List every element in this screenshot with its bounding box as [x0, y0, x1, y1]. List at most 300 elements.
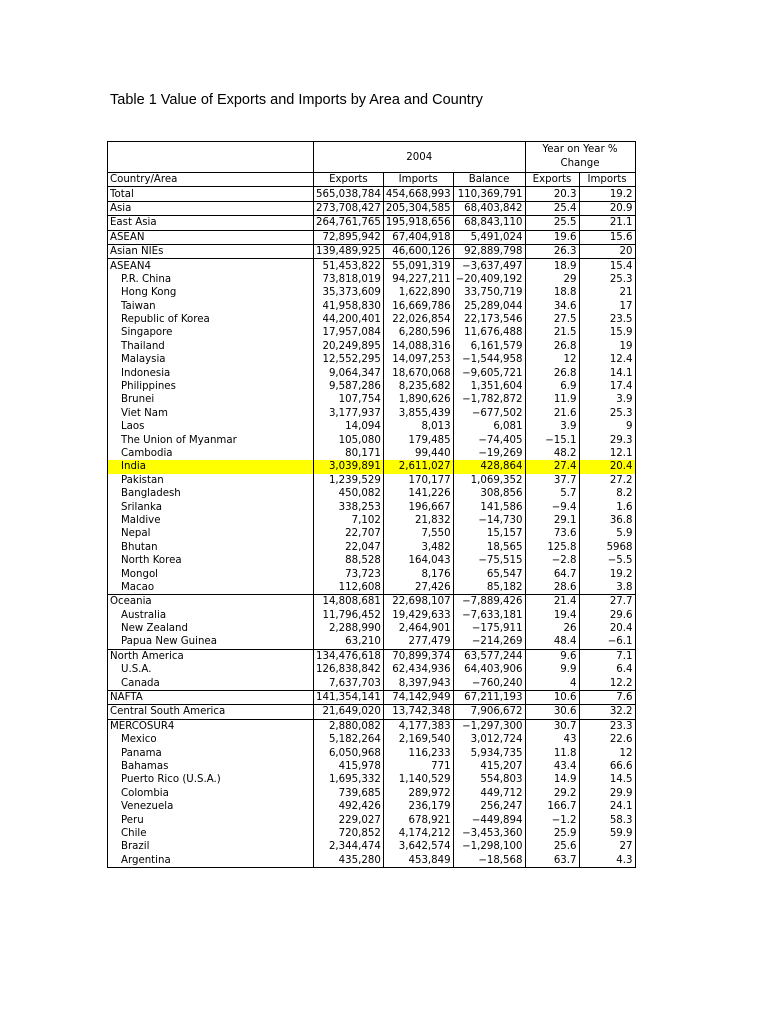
table-row [108, 447, 636, 460]
row-label: MERCOSUR4 [108, 719, 314, 733]
cell-yoy-imports: 66.6 [579, 760, 635, 773]
cell-yoy-imports: 20.4 [579, 460, 635, 473]
table-row [108, 527, 636, 540]
cell-yoy-imports: 5968 [579, 541, 635, 554]
cell-balance: 428,864 [453, 460, 525, 473]
cell-yoy-imports: 17.4 [579, 380, 635, 393]
cell-balance: 1,069,352 [453, 474, 525, 487]
yoy-imports-header: Imports [579, 173, 635, 187]
table-row [108, 800, 636, 813]
table-row [108, 433, 636, 446]
cell-balance: −74,405 [453, 433, 525, 446]
table-row [108, 216, 636, 230]
cell-balance: 67,211,193 [453, 690, 525, 704]
cell-balance: 22,173,546 [453, 313, 525, 326]
row-label: P.R. China [108, 273, 314, 286]
cell-yoy-imports: 24.1 [579, 800, 635, 813]
table-row [108, 340, 636, 353]
table-row [108, 760, 636, 773]
cell-imports: 7,550 [383, 527, 453, 540]
cell-balance: −7,889,426 [453, 595, 525, 609]
row-label: Mexico [108, 733, 314, 746]
header-row-sub [108, 173, 636, 187]
year-header: 2004 [314, 142, 526, 173]
cell-exports: 1,695,332 [314, 773, 384, 786]
cell-yoy-exports: 26.3 [525, 244, 579, 258]
cell-yoy-exports: 21.5 [525, 326, 579, 339]
table-row [108, 609, 636, 622]
cell-yoy-imports: 9 [579, 420, 635, 433]
cell-yoy-exports: 6.9 [525, 380, 579, 393]
cell-imports: 195,918,656 [383, 216, 453, 230]
cell-yoy-imports: 25.3 [579, 273, 635, 286]
cell-imports: 678,921 [383, 813, 453, 826]
cell-yoy-exports: 19.4 [525, 609, 579, 622]
cell-yoy-imports: 19.2 [579, 187, 635, 201]
cell-imports: 453,849 [383, 854, 453, 868]
cell-yoy-imports: 27.7 [579, 595, 635, 609]
table-row [108, 300, 636, 313]
cell-imports: 70,899,374 [383, 649, 453, 663]
row-label: North America [108, 649, 314, 663]
exports-header: Exports [314, 173, 384, 187]
row-label: Cambodia [108, 447, 314, 460]
cell-yoy-imports: 12.2 [579, 676, 635, 690]
row-label: Oceania [108, 595, 314, 609]
cell-yoy-exports: 166.7 [525, 800, 579, 813]
cell-imports: 8,013 [383, 420, 453, 433]
cell-exports: 9,064,347 [314, 366, 384, 379]
cell-balance: −3,637,497 [453, 259, 525, 273]
row-label: Philippines [108, 380, 314, 393]
cell-imports: 2,611,027 [383, 460, 453, 473]
row-label: Bangladesh [108, 487, 314, 500]
cell-yoy-exports: 48.4 [525, 635, 579, 649]
cell-balance: −3,453,360 [453, 827, 525, 840]
cell-imports: 179,485 [383, 433, 453, 446]
table-row [108, 230, 636, 244]
cell-exports: 3,177,937 [314, 407, 384, 420]
cell-yoy-imports: 7.6 [579, 690, 635, 704]
cell-yoy-imports: 15.6 [579, 230, 635, 244]
table-row [108, 259, 636, 273]
cell-exports: 273,708,427 [314, 201, 384, 215]
balance-header: Balance [453, 173, 525, 187]
cell-imports: 3,855,439 [383, 407, 453, 420]
cell-exports: 73,723 [314, 567, 384, 580]
cell-yoy-imports: 29.9 [579, 787, 635, 800]
cell-exports: 435,280 [314, 854, 384, 868]
row-label: East Asia [108, 216, 314, 230]
cell-exports: 3,039,891 [314, 460, 384, 473]
row-label: U.S.A. [108, 663, 314, 676]
table-row [108, 733, 636, 746]
cell-exports: 51,453,822 [314, 259, 384, 273]
cell-exports: 88,528 [314, 554, 384, 567]
cell-exports: 5,182,264 [314, 733, 384, 746]
yoy-exports-header: Exports [525, 173, 579, 187]
cell-yoy-exports: 29.2 [525, 787, 579, 800]
cell-imports: 116,233 [383, 746, 453, 759]
cell-yoy-exports: 21.4 [525, 595, 579, 609]
cell-imports: 8,397,943 [383, 676, 453, 690]
cell-yoy-exports: 18.9 [525, 259, 579, 273]
row-label: Puerto Rico (U.S.A.) [108, 773, 314, 786]
country-area-header: Country/Area [108, 173, 314, 187]
table-row [108, 663, 636, 676]
cell-balance: −214,269 [453, 635, 525, 649]
cell-balance: 33,750,719 [453, 286, 525, 299]
row-label: NAFTA [108, 690, 314, 704]
cell-balance: −1,297,300 [453, 719, 525, 733]
cell-imports: 62,434,936 [383, 663, 453, 676]
cell-exports: 17,957,084 [314, 326, 384, 339]
cell-exports: 2,288,990 [314, 622, 384, 635]
cell-exports: 14,094 [314, 420, 384, 433]
cell-balance: 5,491,024 [453, 230, 525, 244]
cell-balance: 68,843,110 [453, 216, 525, 230]
row-label: Maldive [108, 514, 314, 527]
cell-balance: −760,240 [453, 676, 525, 690]
row-label: Argentina [108, 854, 314, 868]
cell-exports: 2,344,474 [314, 840, 384, 853]
cell-exports: 80,171 [314, 447, 384, 460]
cell-imports: 74,142,949 [383, 690, 453, 704]
cell-yoy-imports: 32.2 [579, 705, 635, 719]
cell-yoy-exports: 27.5 [525, 313, 579, 326]
cell-imports: 1,622,890 [383, 286, 453, 299]
cell-yoy-exports: 3.9 [525, 420, 579, 433]
table-row [108, 407, 636, 420]
cell-yoy-exports: −2.8 [525, 554, 579, 567]
cell-exports: 44,200,401 [314, 313, 384, 326]
row-label: Brunei [108, 393, 314, 406]
row-label: Malaysia [108, 353, 314, 366]
cell-yoy-imports: 6.4 [579, 663, 635, 676]
cell-yoy-exports: 26 [525, 622, 579, 635]
cell-exports: 11,796,452 [314, 609, 384, 622]
table-row [108, 635, 636, 649]
cell-imports: 67,404,918 [383, 230, 453, 244]
cell-balance: 63,577,244 [453, 649, 525, 663]
table-row [108, 719, 636, 733]
row-label: Singapore [108, 326, 314, 339]
cell-imports: 6,280,596 [383, 326, 453, 339]
cell-yoy-imports: 23.3 [579, 719, 635, 733]
cell-yoy-imports: 15.9 [579, 326, 635, 339]
row-label: Hong Kong [108, 286, 314, 299]
cell-exports: 7,637,703 [314, 676, 384, 690]
row-label: Total [108, 187, 314, 201]
table-row [108, 244, 636, 258]
cell-balance: 449,712 [453, 787, 525, 800]
cell-balance: 15,157 [453, 527, 525, 540]
cell-yoy-imports: 15.4 [579, 259, 635, 273]
cell-yoy-imports: 20.4 [579, 622, 635, 635]
cell-imports: 196,667 [383, 500, 453, 513]
cell-imports: 14,088,316 [383, 340, 453, 353]
cell-imports: 3,642,574 [383, 840, 453, 853]
cell-balance: −175,911 [453, 622, 525, 635]
cell-yoy-exports: −9.4 [525, 500, 579, 513]
cell-balance: −14,730 [453, 514, 525, 527]
table-row [108, 567, 636, 580]
cell-balance: 308,856 [453, 487, 525, 500]
cell-yoy-imports: 3.8 [579, 581, 635, 595]
row-label: North Korea [108, 554, 314, 567]
cell-balance: 65,547 [453, 567, 525, 580]
cell-yoy-exports: 30.6 [525, 705, 579, 719]
cell-exports: 7,102 [314, 514, 384, 527]
cell-balance: 68,403,842 [453, 201, 525, 215]
cell-imports: 141,226 [383, 487, 453, 500]
table-row [108, 393, 636, 406]
cell-exports: 9,587,286 [314, 380, 384, 393]
cell-imports: 55,091,319 [383, 259, 453, 273]
cell-imports: 236,179 [383, 800, 453, 813]
cell-balance: −677,502 [453, 407, 525, 420]
row-label: Asian NIEs [108, 244, 314, 258]
cell-balance: −1,298,100 [453, 840, 525, 853]
cell-yoy-imports: 21 [579, 286, 635, 299]
row-label: Chile [108, 827, 314, 840]
cell-exports: 450,082 [314, 487, 384, 500]
cell-imports: 4,177,383 [383, 719, 453, 733]
cell-yoy-imports: 27 [579, 840, 635, 853]
row-label: The Union of Myanmar [108, 433, 314, 446]
table-row [108, 286, 636, 299]
cell-balance: 3,012,724 [453, 733, 525, 746]
cell-yoy-exports: 25.4 [525, 201, 579, 215]
row-label: Macao [108, 581, 314, 595]
cell-exports: 2,880,082 [314, 719, 384, 733]
cell-yoy-exports: 14.9 [525, 773, 579, 786]
imports-header: Imports [383, 173, 453, 187]
cell-balance: −75,515 [453, 554, 525, 567]
table-row [108, 201, 636, 215]
cell-yoy-exports: 29.1 [525, 514, 579, 527]
table-row [108, 353, 636, 366]
table-row [108, 273, 636, 286]
table-row [108, 366, 636, 379]
cell-imports: 14,097,253 [383, 353, 453, 366]
cell-exports: 112,608 [314, 581, 384, 595]
cell-imports: 205,304,585 [383, 201, 453, 215]
cell-imports: 46,600,126 [383, 244, 453, 258]
cell-yoy-imports: 29.3 [579, 433, 635, 446]
cell-yoy-exports: 73.6 [525, 527, 579, 540]
row-label: India [108, 460, 314, 473]
table-row [108, 690, 636, 704]
row-label: Canada [108, 676, 314, 690]
cell-yoy-exports: 64.7 [525, 567, 579, 580]
cell-yoy-imports: 5.9 [579, 527, 635, 540]
cell-yoy-exports: 125.8 [525, 541, 579, 554]
cell-yoy-imports: 20 [579, 244, 635, 258]
cell-yoy-imports: 8.2 [579, 487, 635, 500]
row-label: Brazil [108, 840, 314, 853]
cell-imports: 1,890,626 [383, 393, 453, 406]
row-label: Republic of Korea [108, 313, 314, 326]
cell-exports: 720,852 [314, 827, 384, 840]
cell-yoy-imports: 19.2 [579, 567, 635, 580]
cell-balance: −18,568 [453, 854, 525, 868]
cell-exports: 22,707 [314, 527, 384, 540]
cell-yoy-imports: 12 [579, 746, 635, 759]
cell-imports: 18,670,068 [383, 366, 453, 379]
cell-exports: 338,253 [314, 500, 384, 513]
cell-exports: 492,426 [314, 800, 384, 813]
cell-imports: 3,482 [383, 541, 453, 554]
cell-yoy-imports: 12.4 [579, 353, 635, 366]
cell-exports: 565,038,784 [314, 187, 384, 201]
table-row [108, 622, 636, 635]
cell-yoy-exports: 19.6 [525, 230, 579, 244]
cell-exports: 415,978 [314, 760, 384, 773]
table-row [108, 840, 636, 853]
cell-imports: 170,177 [383, 474, 453, 487]
cell-yoy-exports: −1.2 [525, 813, 579, 826]
row-label: Mongol [108, 567, 314, 580]
cell-yoy-imports: −6.1 [579, 635, 635, 649]
cell-yoy-exports: −15.1 [525, 433, 579, 446]
row-label: ASEAN [108, 230, 314, 244]
table-row [108, 487, 636, 500]
row-label: Laos [108, 420, 314, 433]
cell-exports: 139,489,925 [314, 244, 384, 258]
table-row [108, 514, 636, 527]
row-label: Asia [108, 201, 314, 215]
cell-balance: −9,605,721 [453, 366, 525, 379]
cell-yoy-imports: 21.1 [579, 216, 635, 230]
cell-imports: 99,440 [383, 447, 453, 460]
table-row [108, 595, 636, 609]
cell-balance: 554,803 [453, 773, 525, 786]
cell-balance: 415,207 [453, 760, 525, 773]
cell-exports: 12,552,295 [314, 353, 384, 366]
cell-balance: 110,369,791 [453, 187, 525, 201]
cell-imports: 1,140,529 [383, 773, 453, 786]
table-row [108, 420, 636, 433]
cell-imports: 27,426 [383, 581, 453, 595]
cell-yoy-exports: 34.6 [525, 300, 579, 313]
cell-yoy-exports: 20.3 [525, 187, 579, 201]
cell-exports: 73,818,019 [314, 273, 384, 286]
cell-yoy-imports: 7.1 [579, 649, 635, 663]
row-label: Central South America [108, 705, 314, 719]
row-label: Venezuela [108, 800, 314, 813]
table-row [108, 854, 636, 868]
row-label: Bhutan [108, 541, 314, 554]
yoy-header: Year on Year % Change [525, 142, 635, 173]
trade-table [107, 141, 636, 868]
row-label: ASEAN4 [108, 259, 314, 273]
cell-balance: −7,633,181 [453, 609, 525, 622]
cell-balance: 5,934,735 [453, 746, 525, 759]
row-label: Pakistan [108, 474, 314, 487]
cell-yoy-imports: 29.6 [579, 609, 635, 622]
cell-yoy-exports: 11.8 [525, 746, 579, 759]
cell-yoy-exports: 29 [525, 273, 579, 286]
row-label: Bahamas [108, 760, 314, 773]
row-label: Peru [108, 813, 314, 826]
table-row [108, 554, 636, 567]
cell-yoy-exports: 12 [525, 353, 579, 366]
table-row [108, 787, 636, 800]
cell-imports: 22,026,854 [383, 313, 453, 326]
cell-imports: 21,832 [383, 514, 453, 527]
cell-balance: 92,889,798 [453, 244, 525, 258]
cell-balance: 18,565 [453, 541, 525, 554]
cell-yoy-exports: 10.6 [525, 690, 579, 704]
row-label: Thailand [108, 340, 314, 353]
cell-yoy-imports: 19 [579, 340, 635, 353]
cell-yoy-imports: 12.1 [579, 447, 635, 460]
cell-balance: 141,586 [453, 500, 525, 513]
table-row [108, 474, 636, 487]
table-row [108, 705, 636, 719]
cell-yoy-imports: 58.3 [579, 813, 635, 826]
cell-yoy-exports: 63.7 [525, 854, 579, 868]
row-label: Panama [108, 746, 314, 759]
row-label: Viet Nam [108, 407, 314, 420]
table-row [108, 380, 636, 393]
table-row [108, 649, 636, 663]
header-row-top [108, 142, 636, 173]
row-label: Australia [108, 609, 314, 622]
cell-yoy-exports: 26.8 [525, 340, 579, 353]
cell-exports: 229,027 [314, 813, 384, 826]
cell-exports: 141,354,141 [314, 690, 384, 704]
cell-yoy-exports: 48.2 [525, 447, 579, 460]
cell-yoy-exports: 9.6 [525, 649, 579, 663]
cell-imports: 454,668,993 [383, 187, 453, 201]
table-row [108, 581, 636, 595]
cell-balance: −1,782,872 [453, 393, 525, 406]
cell-imports: 19,429,633 [383, 609, 453, 622]
table-row [108, 326, 636, 339]
cell-balance: −20,409,192 [453, 273, 525, 286]
cell-imports: 13,742,348 [383, 705, 453, 719]
cell-imports: 8,176 [383, 567, 453, 580]
cell-yoy-exports: 11.9 [525, 393, 579, 406]
cell-yoy-exports: 25.9 [525, 827, 579, 840]
cell-yoy-exports: 30.7 [525, 719, 579, 733]
table-row [108, 500, 636, 513]
cell-balance: 25,289,044 [453, 300, 525, 313]
cell-exports: 264,761,765 [314, 216, 384, 230]
cell-yoy-imports: 14.5 [579, 773, 635, 786]
cell-balance: 1,351,604 [453, 380, 525, 393]
cell-exports: 14,808,681 [314, 595, 384, 609]
table-row [108, 827, 636, 840]
cell-exports: 21,649,020 [314, 705, 384, 719]
cell-imports: 8,235,682 [383, 380, 453, 393]
row-label: Srilanka [108, 500, 314, 513]
cell-exports: 126,838,842 [314, 663, 384, 676]
table-row [108, 460, 636, 473]
cell-yoy-exports: 27.4 [525, 460, 579, 473]
cell-yoy-exports: 4 [525, 676, 579, 690]
cell-yoy-exports: 37.7 [525, 474, 579, 487]
cell-yoy-imports: 20.9 [579, 201, 635, 215]
cell-yoy-imports: 36.8 [579, 514, 635, 527]
cell-balance: 85,182 [453, 581, 525, 595]
cell-yoy-exports: 21.6 [525, 407, 579, 420]
cell-imports: 4,174,212 [383, 827, 453, 840]
cell-exports: 1,239,529 [314, 474, 384, 487]
row-label: New Zealand [108, 622, 314, 635]
